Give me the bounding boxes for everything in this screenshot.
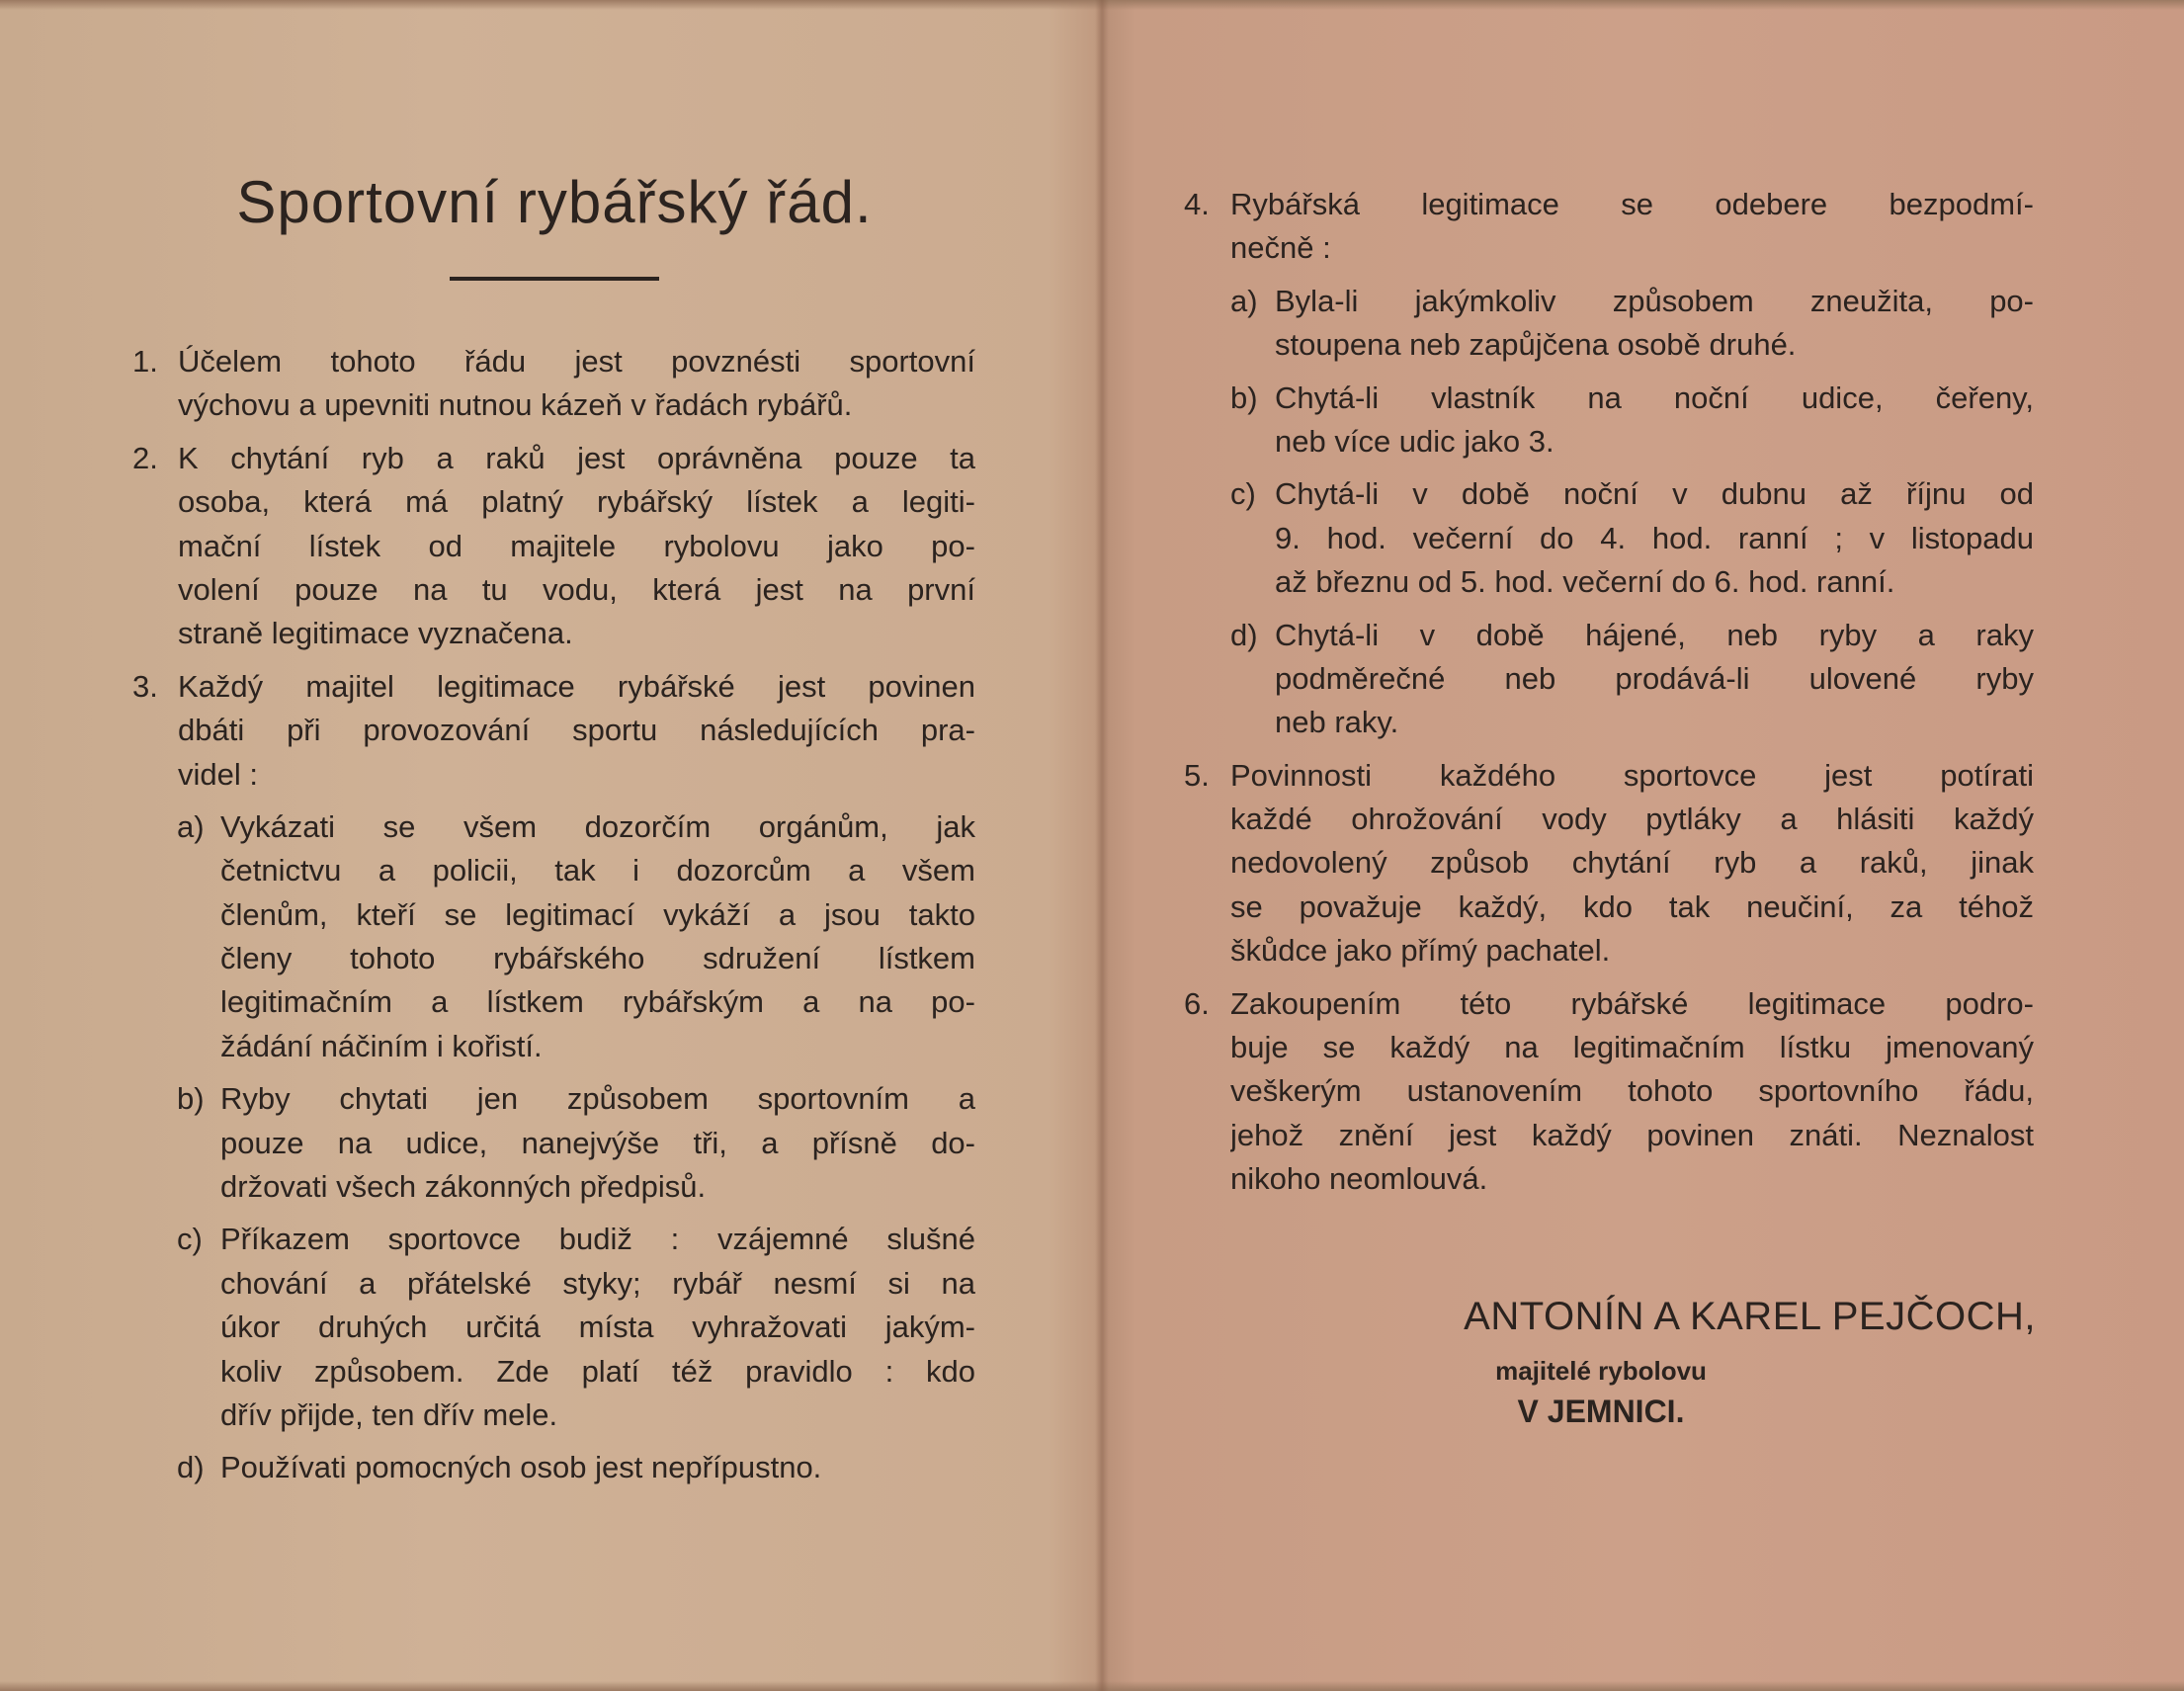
item-text-line: buje se každý na legitimačním lístku jmenovaný [1230, 1030, 2034, 1065]
item-text-line: podměrečné neb prodává-li ulovené ryby [1275, 660, 2034, 696]
item-marker: a) [1230, 283, 1258, 318]
rule-item-line [132, 937, 975, 980]
item-text-line: stoupena neb zapůjčena osobě druhé. [1275, 327, 1797, 363]
item-text-line: nedovolený způsob chytání ryb a raků, jinak [1230, 845, 2034, 881]
item-text-line: výchovu a upevniti nutnou kázeň v řadách rybářů. [178, 387, 853, 423]
rule-item-line [1184, 1157, 2034, 1201]
rule-item-line [132, 1262, 975, 1306]
item-text-line: nečně : [1230, 230, 1331, 266]
item-marker: 1. [132, 344, 158, 379]
rule-item-line [1184, 929, 2034, 972]
item-text-line: videl : [178, 756, 258, 792]
item-text-line: držovati všech zákonných předpisů. [220, 1169, 707, 1205]
rule-item [1184, 754, 2034, 798]
rule-item-line [132, 480, 975, 524]
item-text-line: jehož znění jest každý povinen znáti. Neznalost [1230, 1117, 2034, 1152]
signature-names: ANTONÍN A KAREL PEJČOCH, [1464, 1295, 2036, 1338]
item-text-line: Každý majitel legitimace rybářské jest povinen [178, 668, 975, 704]
rule-item [132, 437, 975, 480]
rule-item [132, 665, 975, 709]
booklet-fold [1095, 0, 1109, 1691]
item-text-line: straně legitimace vyznačena. [178, 616, 573, 651]
rule-item [132, 1446, 975, 1489]
rule-item [1184, 982, 2034, 1026]
item-text-line: neb raky. [1275, 705, 1399, 740]
rule-item [132, 1218, 975, 1261]
rule-item-line [1184, 1026, 2034, 1069]
rule-item [1184, 280, 2034, 323]
rule-item-line [1184, 841, 2034, 885]
item-text-line: Rybářská legitimace se odebere bezpodmí- [1230, 187, 2034, 221]
item-text-line: četnictvu a policii, tak i dozorcům a všem [220, 853, 975, 888]
item-text-line: Chytá-li v době noční v dubnu až říjnu od [1275, 476, 2034, 512]
item-marker: 4. [1184, 187, 1210, 221]
rule-item-line [132, 1165, 975, 1209]
item-text-line: 9. hod. večerní do 4. hod. ranní ; v listopadu [1275, 520, 2034, 555]
item-text-line: Vykázati se všem dozorčím orgánům, jak [220, 808, 975, 844]
rule-item-line [1184, 1069, 2034, 1113]
rule-item-line [132, 849, 975, 892]
item-text-line: chování a přátelské styky; rybář nesmí si na [220, 1265, 975, 1301]
item-text-line: Chytá-li vlastník na noční udice, čeřeny, [1275, 380, 2034, 415]
item-marker: a) [177, 808, 205, 844]
item-marker: 3. [132, 668, 158, 704]
item-text-line: volení pouze na tu vodu, která jest na první [178, 571, 975, 607]
item-marker: b) [177, 1081, 205, 1117]
item-text-line: Povinnosti každého sportovce jest potírati [1230, 757, 2034, 793]
item-text-line: K chytání ryb a raků jest oprávněna pouze ta [178, 440, 975, 475]
rule-item-line [1184, 657, 2034, 701]
rule-item-line [132, 568, 975, 612]
page-bottom-edge [0, 1681, 2184, 1691]
rule-item-line [132, 893, 975, 937]
rule-item [1184, 183, 2034, 226]
item-marker: 6. [1184, 985, 1210, 1021]
right-page-rules [1184, 183, 2034, 1202]
rule-item-line [132, 1025, 975, 1068]
rule-item [1184, 377, 2034, 420]
rule-item-line [132, 383, 975, 427]
rule-item-line [132, 1350, 975, 1394]
signature-place: V JEMNICI. [1517, 1394, 1685, 1429]
item-text-line: Byla-li jakýmkoliv způsobem zneužita, po- [1275, 283, 2034, 318]
item-marker: 2. [132, 440, 158, 475]
rule-item-line [132, 1394, 975, 1437]
item-text-line: neb více udic jako 3. [1275, 423, 1554, 459]
page-title: Sportovní rybářský řád. [236, 169, 873, 235]
rule-item-line [132, 980, 975, 1024]
item-text-line: členy tohoto rybářského sdružení lístkem [220, 941, 975, 976]
item-text-line: pouze na udice, nanejvýše tři, a přísně do- [220, 1125, 975, 1160]
item-text-line: úkor druhých určitá místa vyhražovati jakým- [220, 1310, 975, 1345]
rule-item-line [132, 1306, 975, 1349]
rule-item-line [1184, 517, 2034, 560]
rule-item [1184, 472, 2034, 516]
item-marker: b) [1230, 380, 1258, 415]
item-marker: d) [177, 1450, 205, 1485]
rule-item-line [1184, 701, 2034, 744]
item-text-line: až březnu od 5. hod. večerní do 6. hod. ranní. [1275, 564, 1895, 600]
rule-item-line [1184, 886, 2034, 929]
item-text-line: Ryby chytati jen způsobem sportovním a [220, 1081, 975, 1117]
rule-item-line [1184, 560, 2034, 604]
rule-item [132, 1077, 975, 1121]
item-text-line: se považuje každý, kdo tak neučiní, za téhož [1230, 888, 2034, 924]
item-text-line: nikoho neomlouvá. [1230, 1161, 1488, 1197]
item-text-line: žádání náčiním i kořistí. [220, 1028, 543, 1063]
item-text-line: osoba, která má platný rybářský lístek a legiti- [178, 484, 975, 520]
rule-item-line [1184, 226, 2034, 270]
rule-item-line [1184, 798, 2034, 841]
item-marker: c) [177, 1222, 203, 1257]
signature-role: majitelé rybolovu [1495, 1356, 1707, 1386]
rule-item [132, 340, 975, 383]
rule-item-line [1184, 420, 2034, 464]
item-text-line: Příkazem sportovce budiž : vzájemné slušné [220, 1222, 975, 1257]
item-text-line: Chytá-li v době hájené, neb ryby a raky [1275, 617, 2034, 652]
rule-item [132, 805, 975, 849]
left-page-rules [132, 340, 975, 1490]
item-marker: d) [1230, 617, 1258, 652]
item-text-line: dřív přijde, ten dřív mele. [220, 1396, 558, 1432]
item-text-line: škůdce jako přímý pachatel. [1230, 933, 1611, 969]
rule-item-line [132, 525, 975, 568]
rule-item [1184, 614, 2034, 657]
item-text-line: každé ohrožování vody pytláky a hlásiti každý [1230, 802, 2034, 837]
rule-item-line [1184, 1114, 2034, 1157]
page-top-edge [0, 0, 2184, 10]
item-text-line: legitimačním a lístkem rybářským a na po- [220, 984, 975, 1020]
item-text-line: koliv způsobem. Zde platí též pravidlo : kdo [220, 1353, 975, 1389]
item-text-line: dbáti při provozování sportu následujících pra- [178, 713, 975, 748]
rule-item-line [132, 753, 975, 797]
rule-item-line [132, 1122, 975, 1165]
item-marker: 5. [1184, 757, 1210, 793]
item-marker: c) [1230, 476, 1256, 512]
rule-item-line [1184, 323, 2034, 367]
item-text-line: Používati pomocných osob jest nepřípustno. [220, 1450, 822, 1485]
title-underline [450, 277, 659, 281]
item-text-line: mační lístek od majitele rybolovu jako po- [178, 528, 975, 563]
item-text-line: členům, kteří se legitimací vykáží a jsou takto [220, 896, 975, 932]
rule-item-line [132, 709, 975, 752]
item-text-line: veškerým ustanovením tohoto sportovního řádu, [1230, 1073, 2034, 1109]
item-text-line: Účelem tohoto řádu jest povznésti sportovní [178, 344, 975, 379]
item-text-line: Zakoupením této rybářské legitimace podro- [1230, 985, 2034, 1021]
rule-item-line [132, 612, 975, 655]
